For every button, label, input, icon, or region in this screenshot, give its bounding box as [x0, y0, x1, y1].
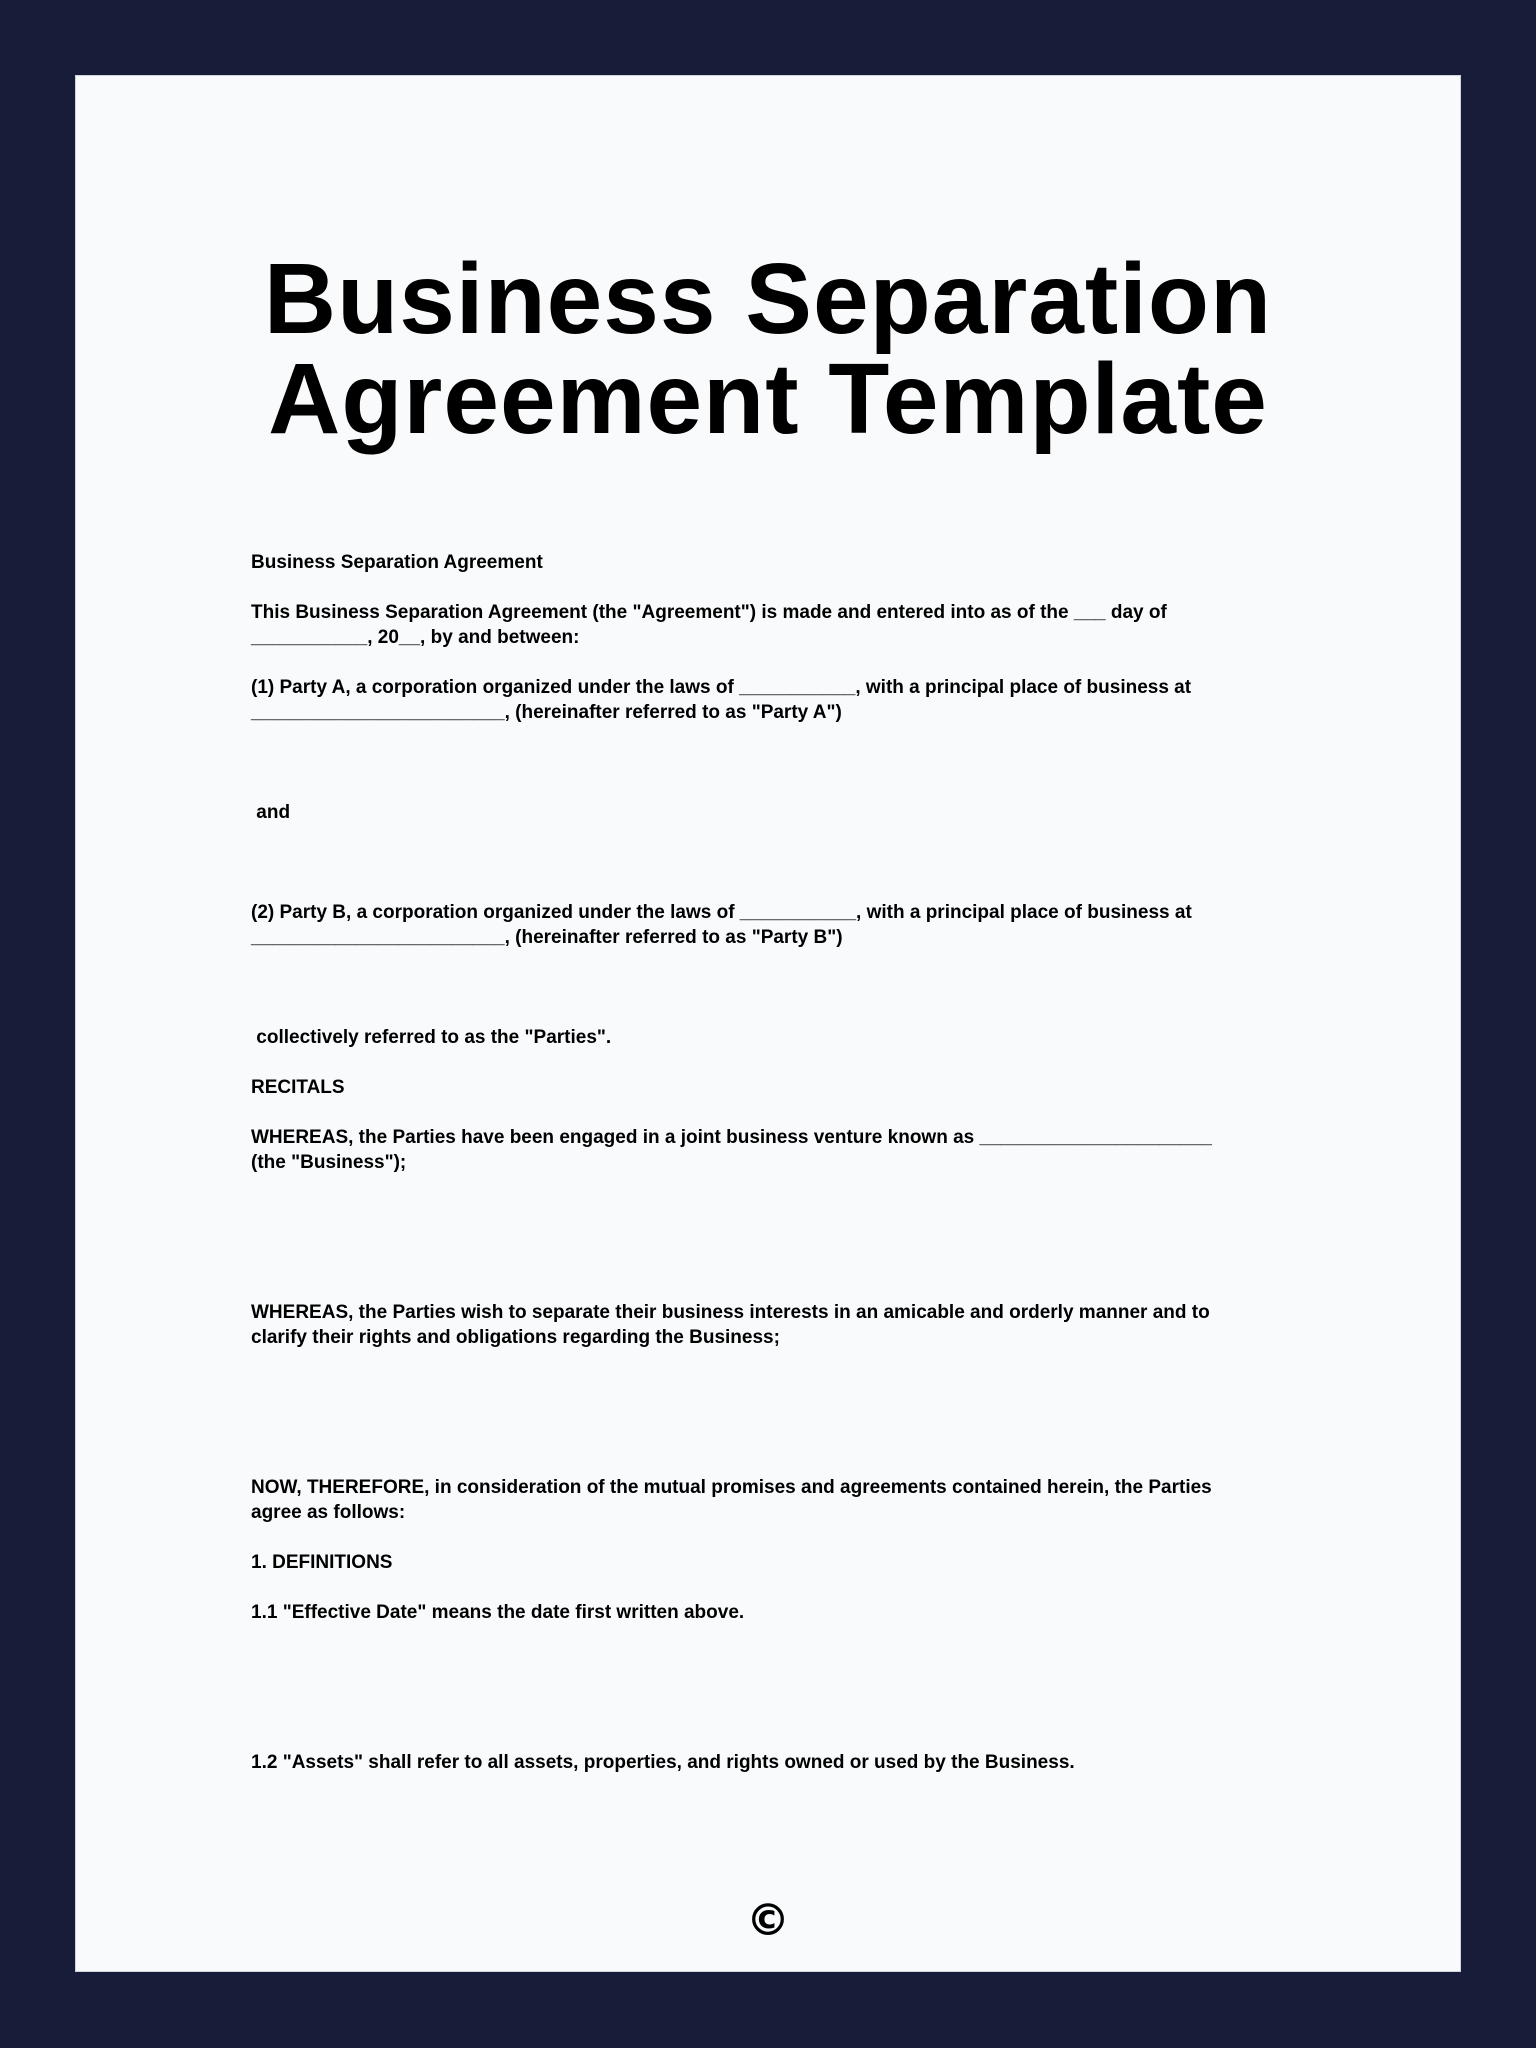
title-line-1: Business Separation: [263, 243, 1273, 355]
copyright-icon: ©: [746, 1895, 790, 1946]
whereas-paragraph-1: WHEREAS, the Parties have been engaged in a joint business venture known as ______________________ (the "Business");: [251, 1127, 1212, 1173]
intro-paragraph: This Business Separation Agreement (the "Agreement") is made and entered into as of the ___ day of ___________, 20__, by and between:: [251, 602, 1167, 648]
and-paragraph: and: [251, 802, 291, 823]
document-page: [75, 75, 1461, 1972]
definitions-heading: 1. DEFINITIONS: [251, 1552, 393, 1573]
agreement-heading: Business Separation Agreement: [251, 552, 543, 573]
title-line-2: Agreement Template: [268, 343, 1268, 455]
definition-assets: 1.2 "Assets" shall refer to all assets, properties, and rights owned or used by the Business.: [251, 1752, 1075, 1773]
party-a-paragraph: (1) Party A, a corporation organized under the laws of ___________, with a principal place of business at ________________________, (hereinafter referred to as "Party A"): [251, 677, 1192, 723]
definition-effective-date: 1.1 "Effective Date" means the date first written above.: [251, 1602, 745, 1623]
document-title: [76, 243, 1460, 455]
whereas-paragraph-2: WHEREAS, the Parties wish to separate their business interests in an amicable and orderly manner and to clarify their rights and obligations regarding the Business;: [251, 1302, 1210, 1348]
parties-paragraph: collectively referred to as the "Parties".: [251, 1027, 612, 1048]
party-b-paragraph: (2) Party B, a corporation organized under the laws of ___________, with a principal place of business at ________________________, (hereinafter referred to as "Party B"): [251, 902, 1192, 948]
now-therefore-paragraph: NOW, THEREFORE, in consideration of the mutual promises and agreements contained herein, the Parties agree as follows:: [251, 1477, 1212, 1523]
recitals-heading: RECITALS: [251, 1077, 345, 1098]
